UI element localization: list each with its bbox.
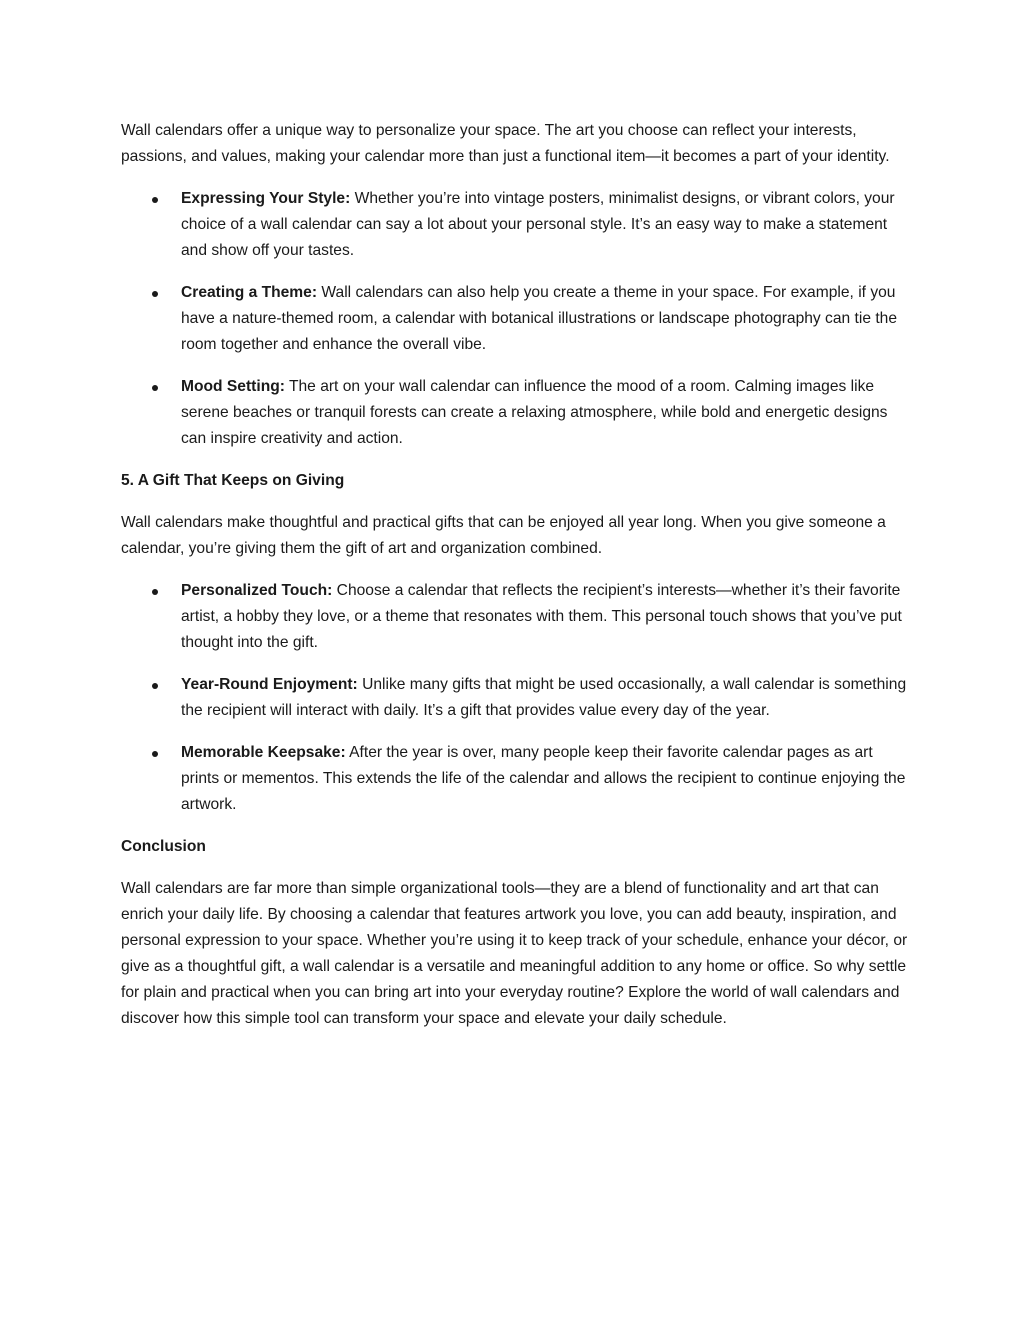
section-heading-conclusion: Conclusion — [121, 838, 206, 855]
list-item-term: Mood Setting: — [181, 378, 285, 395]
list-item-text: Wall calendars can also help you create a theme in your space. For example, if you have a nature-themed room, a calendar with botanical illustrations or landscape photography can tie the room together and enhance the overall vibe. — [181, 284, 898, 353]
list-item-term: Personalized Touch: — [181, 582, 333, 599]
list-item-term: Year-Round Enjoyment: — [181, 676, 358, 693]
style-bullet-list — [121, 186, 911, 452]
section-heading-gift: 5. A Gift That Keeps on Giving — [121, 472, 345, 489]
list-item — [121, 280, 911, 358]
conclusion-paragraph: Wall calendars are far more than simple organizational tools—they are a blend of functionality and art that can enrich your daily life. By choosing a calendar that features artwork you love, you can add beauty, inspiration, and personal expression to your space. Whether you’re using it to keep track of your schedule, enhance your décor, or give as a thoughtful gift, a wall calendar is a versatile and meaningful addition to any home or office. So why settle for plain and practical when you can bring art into your everyday routine? Explore the world of wall calendars and discover how this simple tool can transform your space and elevate your daily schedule. — [121, 880, 908, 1027]
intro-paragraph: Wall calendars offer a unique way to personalize your space. The art you choose can reflect your interests, passions, and values, making your calendar more than just a functional item—it becomes a part of your identity. — [121, 122, 890, 165]
bullet-icon — [152, 385, 158, 391]
bullet-icon — [152, 589, 158, 595]
list-item-text: Choose a calendar that reflects the recipient’s interests—whether it’s their favorite artist, a hobby they love, or a theme that resonates with them. This personal touch shows that you’ve put thought into the gift. — [181, 582, 902, 651]
gift-bullet-list — [121, 578, 911, 818]
list-item — [121, 578, 911, 656]
bullet-icon — [152, 197, 158, 203]
list-item-text: Whether you’re into vintage posters, minimalist designs, or vibrant colors, your choice of a wall calendar can say a lot about your personal style. It’s an easy way to make a statement and show off your tastes. — [181, 190, 895, 259]
bullet-icon — [152, 683, 158, 689]
list-item-term: Expressing Your Style: — [181, 190, 351, 207]
list-item-term: Memorable Keepsake: — [181, 744, 346, 761]
list-item-term: Creating a Theme: — [181, 284, 318, 301]
list-item — [121, 740, 911, 818]
list-item-text: After the year is over, many people keep their favorite calendar pages as art prints or mementos. This extends the life of the calendar and allows the recipient to continue enjoying the artwork. — [181, 744, 906, 813]
list-item — [121, 374, 911, 452]
gift-paragraph: Wall calendars make thoughtful and practical gifts that can be enjoyed all year long. When you give someone a calendar, you’re giving them the gift of art and organization combined. — [121, 514, 886, 557]
list-item-text: The art on your wall calendar can influence the mood of a room. Calming images like serene beaches or tranquil forests can create a relaxing atmosphere, while bold and energetic designs can inspire creativity and action. — [181, 378, 888, 447]
document-page — [121, 118, 911, 1048]
list-item-text: Unlike many gifts that might be used occasionally, a wall calendar is something the recipient will interact with daily. It’s a gift that provides value every day of the year. — [181, 676, 907, 719]
bullet-icon — [152, 751, 158, 757]
list-item — [121, 186, 911, 264]
list-item — [121, 672, 911, 724]
bullet-icon — [152, 291, 158, 297]
